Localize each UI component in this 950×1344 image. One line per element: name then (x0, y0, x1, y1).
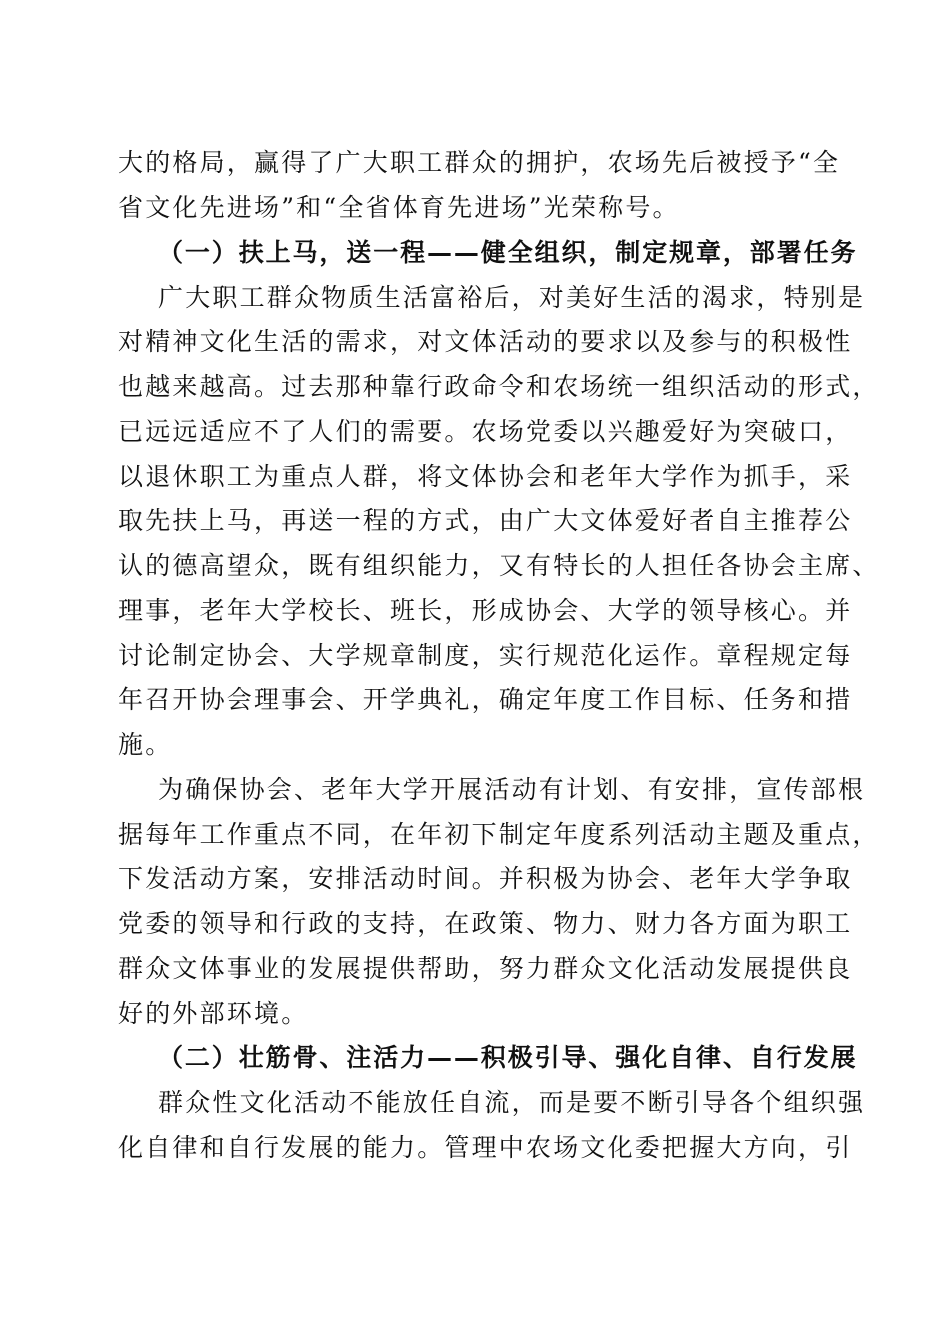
paragraph-line: 认的德高望众，既有组织能力，又有特长的人担任各协会主席、 (118, 551, 880, 580)
paragraph-line: 以退休职工为重点人群，将文体协会和老年大学作为抓手，采 (118, 462, 853, 491)
paragraph-line: 讨论制定协会、大学规章制度，实行规范化运作。章程规定每 (118, 641, 853, 670)
section-heading-1: （一）扶上马，送一程——健全组织，制定规章，部署任务 (158, 238, 858, 267)
paragraph-line: 化自律和自行发展的能力。管理中农场文化委把握大方向，引 (118, 1133, 853, 1162)
section-heading-2: （二）壮筋骨、注活力——积极引导、强化自律、自行发展 (158, 1043, 858, 1072)
paragraph-line: 年召开协会理事会、开学典礼，确定年度工作目标、任务和措 (118, 685, 853, 714)
paragraph-line: 下发活动方案，安排活动时间。并积极为协会、老年大学争取 (118, 864, 853, 893)
paragraph-line: 也越来越高。过去那种靠行政命令和农场统一组织活动的形式， (118, 372, 880, 401)
paragraph-line: 大的格局，赢得了广大职工群众的拥护，农场先后被授予“全 (118, 148, 841, 177)
paragraph-line: 群众文体事业的发展提供帮助，努力群众文化活动发展提供良 (118, 954, 853, 983)
paragraph-line: 好的外部环境。 (118, 999, 309, 1028)
paragraph-line: 党委的领导和行政的支持，在政策、物力、财力各方面为职工 (118, 909, 853, 938)
paragraph-line: 群众性文化活动不能放任自流，而是要不断引导各个组织强 (158, 1088, 866, 1117)
paragraph-line: 取先扶上马，再送一程的方式，由广大文体爱好者自主推荐公 (118, 506, 853, 535)
paragraph-line: 对精神文化生活的需求，对文体活动的要求以及参与的积极性 (118, 327, 853, 356)
paragraph-line: 施。 (118, 730, 173, 759)
paragraph-line: 省文化先进场”和“全省体育先进场”光荣称号。 (118, 193, 680, 222)
paragraph-line: 为确保协会、老年大学开展活动有计划、有安排，宣传部根 (158, 775, 866, 804)
paragraph-line: 广大职工群众物质生活富裕后，对美好生活的渴求，特别是 (158, 283, 866, 312)
paragraph-line: 理事，老年大学校长、班长，形成协会、大学的领导核心。并 (118, 596, 853, 625)
paragraph-line: 已远远适应不了人们的需要。农场党委以兴趣爱好为突破口， (118, 417, 853, 446)
paragraph-line: 据每年工作重点不同，在年初下制定年度系列活动主题及重点， (118, 820, 880, 849)
